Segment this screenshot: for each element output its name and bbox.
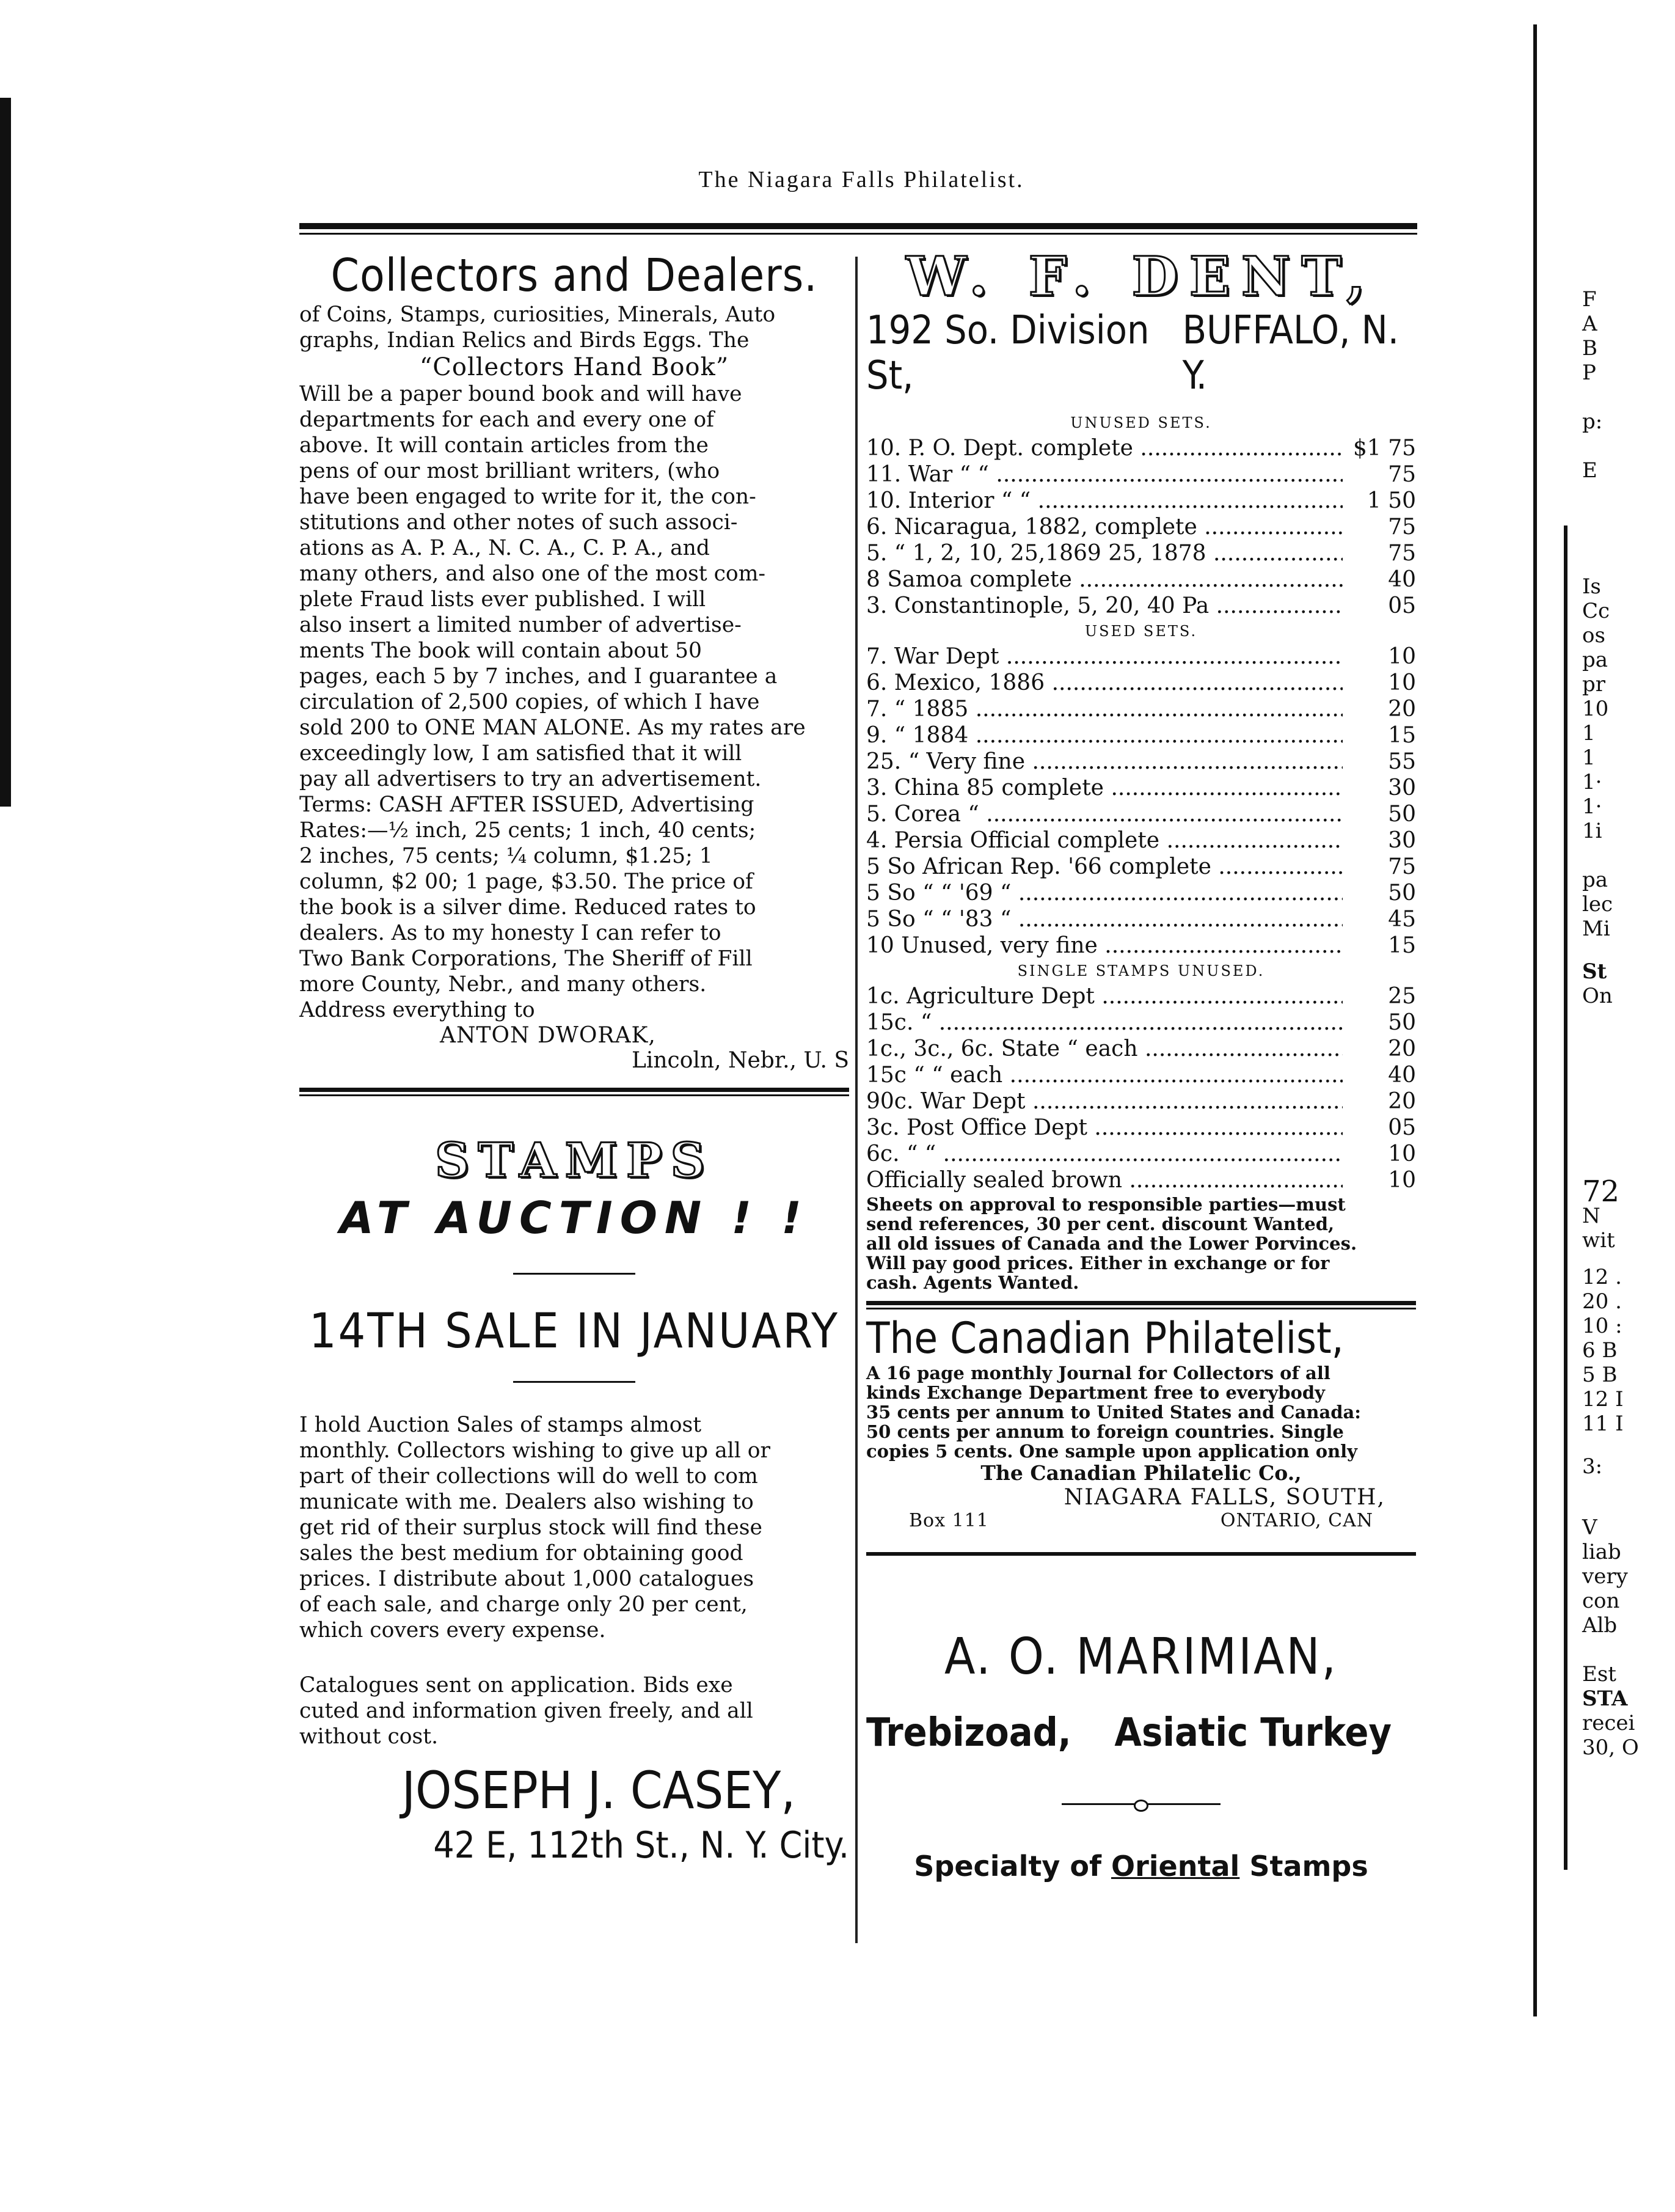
item-label: 6c. “ “ ..... — [866, 1141, 1343, 1167]
body-line: pay all advertisers to try an advertisement. — [299, 767, 762, 791]
item-label: 90c. War Dept ..... — [866, 1088, 1343, 1115]
edge-letter: 72 — [1582, 1174, 1620, 1209]
price-row — [866, 540, 1416, 566]
edge-letter: 3: — [1582, 1454, 1603, 1479]
price-row — [866, 775, 1416, 801]
edge-letter: V — [1582, 1515, 1597, 1540]
item-price: 10 — [1388, 670, 1416, 695]
price-row — [866, 593, 1416, 619]
body-line: 35 cents per annum to United States and Canada: — [866, 1402, 1362, 1423]
body-line: I hold Auction Sales of stamps almost — [299, 1413, 702, 1437]
footer-line: all old issues of Canada and the Lower Porvinces. — [866, 1233, 1357, 1254]
body-line: stitutions and other notes of such associ- — [299, 510, 738, 535]
ad-separator — [866, 1301, 1416, 1305]
item-label: 5. Corea “ ..... — [866, 801, 1343, 827]
right-page-edge-2 — [1564, 526, 1567, 1870]
edge-letter: 5 B — [1582, 1363, 1618, 1387]
item-price: 50 — [1388, 881, 1416, 906]
item-price: 05 — [1388, 1115, 1416, 1140]
item-price: 20 — [1388, 697, 1416, 722]
auction-heading: AT AUCTION ! ! — [340, 1192, 809, 1243]
body-line: the book is a silver dime. Reduced rates to — [299, 895, 756, 920]
item-price: $1 75 — [1352, 436, 1416, 461]
dent-footer — [866, 1195, 1416, 1292]
edge-letter: recei — [1582, 1711, 1635, 1735]
marimian-ad — [866, 1628, 1416, 1883]
edge-letter: liab — [1582, 1540, 1621, 1564]
item-price: 20 — [1388, 1036, 1416, 1061]
price-row — [866, 461, 1416, 488]
edge-letter: 10 : — [1582, 1314, 1622, 1338]
price-list-single-stamps — [866, 983, 1416, 1193]
collectors-ad — [299, 249, 849, 1073]
body-line: plete Fraud lists ever published. I will — [299, 587, 706, 612]
body-line: copies 5 cents. One sample upon application only — [866, 1441, 1358, 1462]
body-line: many others, and also one of the most com- — [299, 562, 766, 586]
item-label: 7. War Dept ..... — [866, 643, 1343, 670]
footer-line: cash. Agents Wanted. — [866, 1272, 1079, 1293]
price-row — [866, 696, 1416, 722]
body-line: graphs, Indian Relics and Birds Eggs. The — [299, 328, 750, 353]
item-label: 3. China 85 complete ..... — [866, 775, 1343, 801]
body-line: also insert a limited number of advertise- — [299, 613, 742, 637]
collectors-body-top — [299, 302, 849, 353]
item-label: Officially sealed brown ..... — [866, 1167, 1343, 1193]
item-label: 3. Constantinople, 5, 20, 40 Pa ..... — [866, 593, 1343, 619]
canadian-address: NIAGARA FALLS, SOUTH, — [1064, 1485, 1385, 1510]
edge-letter: con — [1582, 1589, 1620, 1613]
item-label: 25. “ Very fine ..... — [866, 749, 1343, 775]
specialty-prefix: Specialty of — [914, 1850, 1101, 1883]
signer-name: ANTON DWORAK, — [440, 1023, 656, 1048]
body-line: get rid of their surplus stock will find these — [299, 1515, 762, 1540]
edge-fragments-lower — [1582, 1174, 1639, 1760]
item-price: 75 — [1388, 854, 1416, 879]
marimian-location — [866, 1710, 1416, 1756]
item-label: 15c “ “ each ..... — [866, 1062, 1343, 1088]
header-rule-thick — [299, 223, 1417, 229]
edge-letter: 12 I — [1582, 1387, 1624, 1412]
right-column — [866, 244, 1416, 1883]
item-label: 5 So African Rep. '66 complete ..... — [866, 854, 1343, 880]
specialty-underlined: Oriental — [1111, 1850, 1240, 1883]
item-label: 4. Persia Official complete ..... — [866, 827, 1343, 854]
item-price: 15 — [1388, 723, 1416, 748]
canadian-province: ONTARIO, CAN — [1220, 1510, 1373, 1531]
section-label-single-stamps: SINGLE STAMPS UNUSED. — [1017, 962, 1265, 980]
marimian-specialty — [866, 1850, 1416, 1883]
short-rule — [513, 1381, 635, 1383]
edge-letter: very — [1582, 1564, 1628, 1589]
price-row — [866, 435, 1416, 461]
edge-letter: On — [1582, 984, 1613, 1008]
item-label: 11. War “ “ ..... — [866, 461, 1343, 488]
price-row — [866, 1088, 1416, 1115]
body-line: Rates:—½ inch, 25 cents; 1 inch, 40 cents; — [299, 818, 756, 843]
canadian-ad — [866, 1313, 1416, 1531]
edge-letter: 1i — [1582, 819, 1602, 843]
body-line: column, $2 00; 1 page, $3.50. The price of — [299, 870, 753, 894]
edge-letter: Alb — [1582, 1613, 1618, 1638]
item-label: 10 Unused, very fine ..... — [866, 932, 1343, 959]
canadian-company: The Canadian Philatelic Co., — [980, 1461, 1302, 1485]
specialty-suffix: Stamps — [1249, 1850, 1368, 1883]
item-label: 10. Interior “ “ ..... — [866, 488, 1343, 514]
item-label: 5 So “ “ '83 “ ..... — [866, 906, 1343, 932]
price-row — [866, 827, 1416, 854]
edge-letter: 30, O — [1582, 1735, 1639, 1760]
item-label: 1c., 3c., 6c. State “ each ..... — [866, 1036, 1343, 1062]
body-line: above. It will contain articles from the — [299, 433, 709, 458]
edge-letter: p: — [1582, 409, 1603, 434]
body-line: dealers. As to my honesty I can refer to — [299, 921, 721, 945]
edge-letter: wit — [1582, 1228, 1615, 1253]
edge-letter: Est — [1582, 1662, 1616, 1686]
body-line: sold 200 to ONE MAN ALONE. As my rates are — [299, 716, 806, 740]
body-line: ments The book will contain about 50 — [299, 639, 702, 663]
item-price: 40 — [1388, 1063, 1416, 1088]
ad-separator-thin — [299, 1094, 849, 1096]
ad-separator — [299, 1088, 849, 1092]
running-title: The Niagara Falls Philatelist. — [698, 167, 1024, 192]
item-price: 75 — [1388, 515, 1416, 540]
body-line: sales the best medium for obtaining good — [299, 1541, 743, 1566]
body-line: kinds Exchange Department free to everybody — [866, 1382, 1325, 1403]
book-title: “Collectors Hand Book” — [419, 353, 729, 381]
body-line: monthly. Collectors wishing to give up all or — [299, 1438, 770, 1463]
edge-letter: 10 — [1582, 697, 1609, 721]
dent-ad — [866, 244, 1416, 1292]
price-row — [866, 1115, 1416, 1141]
footer-line: Sheets on approval to responsible parties—must — [866, 1194, 1346, 1215]
edge-letter: pa — [1582, 868, 1608, 892]
dent-street: 192 So. Division St, — [866, 308, 1150, 398]
price-row — [866, 932, 1416, 959]
item-label: 10. P. O. Dept. complete ..... — [866, 435, 1343, 461]
item-price: 10 — [1388, 1168, 1416, 1193]
body-line: ations as A. P. A., N. C. A., C. P. A., and — [299, 536, 710, 560]
dent-name: W. F. DENT, — [906, 244, 1376, 308]
price-row — [866, 854, 1416, 880]
edge-letter: E — [1582, 458, 1597, 483]
item-price: 05 — [1388, 593, 1416, 618]
body-line: 2 inches, 75 cents; ¼ column, $1.25; 1 — [299, 844, 713, 868]
price-row — [866, 566, 1416, 593]
edge-letter: 11 I — [1582, 1412, 1624, 1436]
dealer-name: JOSEPH J. CASEY, — [401, 1760, 796, 1820]
edge-letter: Is — [1582, 574, 1601, 599]
sale-heading: 14TH SALE IN JANUARY — [308, 1304, 840, 1359]
edge-letter: N — [1582, 1204, 1600, 1228]
item-price: 30 — [1388, 828, 1416, 853]
edge-letter: F — [1582, 287, 1597, 312]
body-line: exceedingly low, I am satisfied that it will — [299, 741, 742, 766]
body-line: more County, Nebr., and many others. — [299, 972, 707, 997]
body-line: Will be a paper bound book and will have — [299, 382, 742, 406]
price-row — [866, 880, 1416, 906]
body-line: without cost. — [299, 1724, 439, 1749]
edge-letter: 1· — [1582, 770, 1602, 794]
edge-letter: STA — [1582, 1686, 1628, 1711]
price-row — [866, 983, 1416, 1009]
body-line: which covers every expense. — [299, 1618, 606, 1643]
dent-city: BUFFALO, N. Y. — [1182, 308, 1399, 398]
item-label: 5. “ 1, 2, 10, 25,1869 25, 1878 ..... — [866, 540, 1343, 566]
body-line: pens of our most brilliant writers, (who — [299, 459, 720, 483]
item-price: 40 — [1388, 567, 1416, 592]
price-row — [866, 643, 1416, 670]
price-row — [866, 1167, 1416, 1193]
footer-line: Will pay good prices. Either in exchange or for — [866, 1253, 1330, 1273]
edge-letter: 1 — [1582, 745, 1596, 770]
edge-letter: 12 . — [1582, 1265, 1622, 1289]
edge-letter: lec — [1582, 892, 1613, 917]
section-label-unused-sets: UNUSED SETS. — [1070, 414, 1212, 431]
dent-address — [866, 308, 1416, 398]
edge-letter: 20 . — [1582, 1289, 1622, 1314]
price-row — [866, 1009, 1416, 1036]
auction-ad — [299, 1133, 849, 1867]
item-label: 6. Nicaragua, 1882, complete ..... — [866, 514, 1343, 540]
item-price: 20 — [1388, 1089, 1416, 1114]
ornament-dot — [1134, 1800, 1148, 1812]
marimian-city: Trebizoad, — [866, 1710, 1071, 1756]
header-rule-thin — [299, 233, 1417, 235]
body-line: municate with me. Dealers also wishing to — [299, 1490, 754, 1514]
edge-letter: Cc — [1582, 599, 1610, 623]
marimian-country: Asiatic Turkey — [1114, 1710, 1392, 1756]
marimian-name: A. O. MARIMIAN, — [944, 1628, 1338, 1686]
price-row — [866, 749, 1416, 775]
item-price: 15 — [1388, 933, 1416, 958]
edge-letter: 6 B — [1582, 1338, 1618, 1363]
body-line: of each sale, and charge only 20 per cent, — [299, 1592, 748, 1617]
item-label: 8 Samoa complete ..... — [866, 566, 1343, 593]
signer-location: Lincoln, Nebr., U. S — [631, 1048, 849, 1073]
canadian-box: Box 111 — [909, 1510, 989, 1531]
edge-letter: P — [1582, 361, 1596, 385]
item-price: 75 — [1388, 541, 1416, 566]
price-list-used-sets — [866, 643, 1416, 959]
column-divider — [855, 257, 858, 1943]
body-line: 50 cents per annum to foreign countries. Single — [866, 1421, 1344, 1442]
edge-letter: 1· — [1582, 794, 1602, 819]
item-price: 50 — [1388, 1010, 1416, 1035]
price-row — [866, 670, 1416, 696]
price-row — [866, 514, 1416, 540]
body-line: Terms: CASH AFTER ISSUED, Advertising — [299, 793, 754, 817]
body-line: cuted and information given freely, and all — [299, 1699, 753, 1723]
price-row — [866, 906, 1416, 932]
footer-line: send references, 30 per cent. discount Wanted, — [866, 1214, 1335, 1234]
item-price: 50 — [1388, 802, 1416, 827]
edge-letter: pr — [1582, 672, 1606, 697]
edge-letter: 1 — [1582, 721, 1596, 745]
edge-fragments-upper — [1582, 287, 1602, 483]
body-line: Catalogues sent on application. Bids exe — [299, 1673, 733, 1697]
body-line: circulation of 2,500 copies, of which I have — [299, 690, 760, 714]
edge-letter: A — [1582, 312, 1597, 336]
item-price: 30 — [1388, 775, 1416, 800]
catalogue-body — [299, 1672, 849, 1749]
auction-body — [299, 1412, 849, 1643]
price-row — [866, 1036, 1416, 1062]
price-list-unused-sets — [866, 435, 1416, 619]
item-label: 1c. Agriculture Dept ..... — [866, 983, 1343, 1009]
item-label: 5 So “ “ '69 “ ..... — [866, 880, 1343, 906]
edge-letter: Mi — [1582, 917, 1610, 941]
price-row — [866, 801, 1416, 827]
left-scan-edge — [0, 98, 11, 807]
canadian-title: The Canadian Philatelist, — [866, 1313, 1344, 1363]
price-row — [866, 722, 1416, 749]
price-row — [866, 488, 1416, 514]
body-line: part of their collections will do well to com — [299, 1464, 758, 1489]
item-price: 10 — [1388, 644, 1416, 669]
edge-letter: os — [1582, 623, 1605, 648]
item-price: 75 — [1388, 462, 1416, 487]
body-line: departments for each and every one of — [299, 408, 714, 432]
price-row — [866, 1141, 1416, 1167]
item-price: 45 — [1388, 907, 1416, 932]
item-price: 55 — [1388, 749, 1416, 774]
ornament-rule — [1062, 1801, 1221, 1807]
section-label-used-sets: USED SETS. — [1084, 623, 1198, 640]
body-line: A 16 page monthly Journal for Collectors of all — [866, 1363, 1330, 1383]
collectors-heading: Collectors and Dealers. — [330, 249, 818, 302]
ad-separator-thin — [866, 1308, 1416, 1309]
stamps-heading: STAMPS — [435, 1133, 713, 1188]
item-label: 9. “ 1884 ..... — [866, 722, 1343, 749]
short-rule — [513, 1273, 635, 1275]
item-label: 3c. Post Office Dept ..... — [866, 1115, 1343, 1141]
canadian-box-line — [866, 1510, 1416, 1531]
body-line: of Coins, Stamps, curiosities, Minerals, Auto — [299, 302, 776, 327]
edge-fragments-middle — [1582, 574, 1613, 1008]
edge-letter: St — [1582, 959, 1607, 984]
left-column — [299, 244, 849, 1867]
item-label: 6. Mexico, 1886 ..... — [866, 670, 1343, 696]
body-line: pages, each 5 by 7 inches, and I guarantee a — [299, 664, 778, 689]
dealer-address: 42 E, 112th St., N. Y. City. — [433, 1824, 849, 1867]
edge-letter: pa — [1582, 648, 1608, 672]
edge-letter: B — [1582, 336, 1597, 361]
body-line: Two Bank Corporations, The Sheriff of Fill — [299, 947, 753, 971]
body-line: Address everything to — [299, 998, 535, 1022]
body-line: prices. I distribute about 1,000 catalogues — [299, 1567, 754, 1591]
collectors-body — [299, 381, 849, 1023]
item-label: 15c. “ ..... — [866, 1009, 1343, 1036]
item-price: 1 50 — [1367, 488, 1416, 513]
price-row — [866, 1062, 1416, 1088]
ad-separator — [866, 1552, 1416, 1556]
item-label: 7. “ 1885 ..... — [866, 696, 1343, 722]
item-price: 10 — [1388, 1141, 1416, 1166]
right-page-edge — [1533, 24, 1537, 2016]
canadian-body — [866, 1363, 1416, 1461]
body-line: have been engaged to write for it, the con- — [299, 485, 756, 509]
item-price: 25 — [1388, 984, 1416, 1009]
